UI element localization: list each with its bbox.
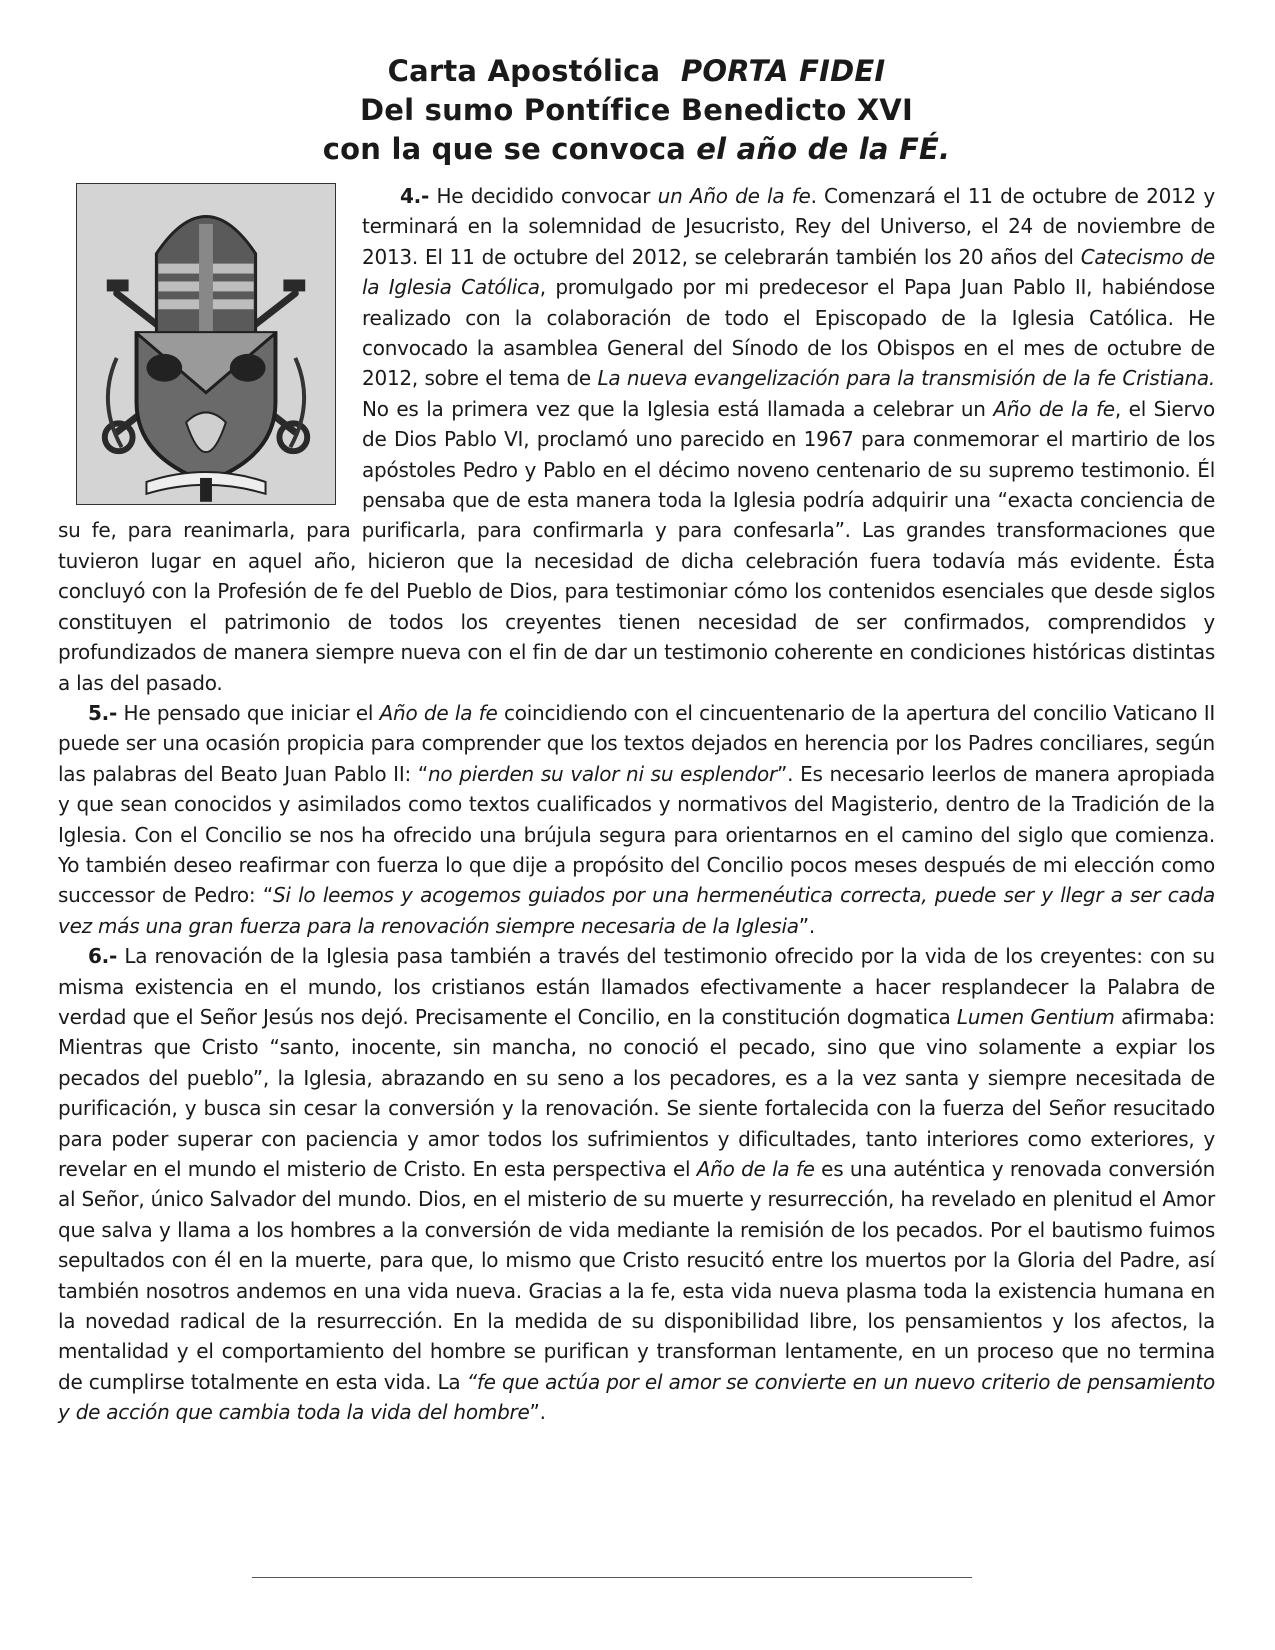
p5-italic-3: Si lo leemos y acogemos guiados por una hermenéutica correcta, puede ser y llegr a ser cada vez más una gran fuerza para la renovación siempre necesaria de la Iglesia [58, 883, 1215, 938]
p4-italic-4: Año de la fe [993, 396, 1115, 421]
papal-crest-icon [77, 184, 335, 504]
title-prefix: Carta Apostólica [387, 54, 661, 88]
paragraph-5 [58, 698, 1215, 941]
title-line-3 [323, 132, 950, 166]
p6-text-3: es una auténtica y renovada conversión al Señor, único Salvador del mundo. Dios, en el misterio de su muerte y resurrección, ha revelado en plenitud el Amor que salva y llama a los hombres a la conversión de vida mediante la remisión de los pecados. Por el bautismo fuimos sepultados con él en la muerte, para que, lo mismo que Cristo resucitó entre los muertos por la Gloria del Padre, así también nosotros andemos en una vida nueva. Gracias a la fe, esta vida nueva plasma toda la existencia humana en la novedad radical de la resurrección. En la medida de su disponibilidad libre, los pensamientos y los afectos, la mentalidad y el comportamiento del hombre se purifican y transforman lentamente, en un proceso que no termina de cumplirse totalmente en esta vida. La [58, 1157, 1216, 1394]
p5-text-3: ”. Es necesario leerlos de manera apropiada y que sean conocidos y asimilados como textos cualificados y normativos del Magisterio, dentro de la Tradición de la Iglesia. Con el Concilio se nos ha ofrecido una brújula segura para orientarnos en el camino del siglo que comienza. Yo también deseo reafirmar con fuerza lo que dije a propósito del Concilio pocos meses después de mi elección como successor de Pedro: “ [58, 761, 1215, 908]
p6-italic-3: “fe que actúa por el amor se convierte en un nuevo criterio de pensamiento y de acción que cambia toda la vida del hombre [58, 1369, 1216, 1425]
title-porta-fidei: PORTA FIDEI [680, 54, 886, 88]
p6-text-4: ”. [529, 1400, 546, 1425]
paragraph-number: 5.- [88, 700, 118, 725]
p5-italic-2: no pierden su valor ni su esplendor [427, 761, 777, 786]
p4-text-2: . Comenzará el 11 de octubre de 2012 y terminará en la solemnidad de Jesucristo, Rey del Universo, el 24 de noviembre de 2013. El 11 de octubre del 2012, se celebrarán también los 20 años del [362, 184, 1215, 269]
p6-text-2: afirmaba: Mientras que Cristo “santo, inocente, sin mancha, no conoció el pecado, sino que vino solamente a expiar los pecados del pueblo”, la Iglesia, abrazando en su seno a los pecadores, es a la vez santa y siempre necesitada de purificación, y busca sin cesar la conversión y la renovación. Se siente fortalecida con la fuerza del Señor resucitado para poder superar con paciencia y amor todos los sufrimientos y dificultades, tanto interiores como exteriores, y revelar en el mundo el misterio de Cristo. En esta perspectiva el [58, 1004, 1215, 1181]
p6-italic-2: Año de la fe [696, 1157, 815, 1181]
p4-italic-2: Catecismo de la Iglesia Católica [362, 244, 1215, 300]
paragraph-6 [58, 941, 1215, 1428]
paragraph-number: 6.- [88, 944, 118, 969]
coat-of-arms-image [76, 183, 336, 505]
p6-italic-1: Lumen Gentium [956, 1004, 1115, 1029]
title-line-1 [388, 54, 886, 88]
document-title [58, 52, 1215, 169]
p5-text-4: ”. [798, 913, 815, 938]
p4-italic-1: un Año de la fe [657, 184, 811, 208]
p4-text-5: , el Siervo de Dios Pablo VI, proclamó uno parecido en 1967 para conmemorar el martirio de los apóstoles Pedro y Pablo en el décimo noveno centenario de su supremo testimonio. Él pensaba que de esta manera toda la Iglesia podría adquirir una “exacta conciencia de su fe, para reanimarla, para purificarla, para confirmarla y para confesarla”. Las grandes transformaciones que tuvieron lugar en aquel año, hicieron que la necesidad de dicha celebración fuera todavía más evidente. Ésta concluyó con la Profesión de fe del Pueblo de Dios, para testimoniar cómo los contenidos esenciales que desde siglos constituyen el patrimonio de todos los creyentes tienen necesidad de ser confirmados, comprendidos y profundizados de manera siempre nueva con el fin de dar un testimonio coherente en condiciones históricas distintas a las del pasado. [58, 396, 1216, 695]
p5-italic-1: Año de la fe [379, 700, 498, 725]
footer-divider [252, 1577, 972, 1578]
article-body [58, 181, 1215, 1428]
p4-text-4: No es la primera vez que la Iglesia está llamada a celebrar un [362, 396, 994, 421]
title-line-2: Del sumo Pontífice Benedicto XVI [360, 93, 913, 127]
title-line-3-emph: el año de la FÉ. [696, 132, 951, 166]
p5-text-2: coincidiendo con el cincuentenario de la apertura del concilio Vaticano II puede ser una ocasión propicia para comprender que los textos dejados en herencia por los Padres conciliares, según las palabras del Beato Juan Pablo II: “ [58, 700, 1215, 786]
p6-text-1: La renovación de la Iglesia pasa también a través del testimonio ofrecido por la vida de los creyentes: con su misma existencia en el mundo, los cristianos están llamados efectivamente a hacer resplandecer la Palabra de verdad que el Señor Jesús nos dejó. Precisamente el Concilio, en la constitución dogmatica [58, 944, 1215, 1029]
title-line-3-text: con la que se convoca [322, 132, 686, 166]
p4-italic-3: La nueva evangelización para la transmisión de la fe Cristiana. [597, 366, 1215, 391]
paragraph-number: 4.- [400, 184, 430, 208]
p4-text-1: He decidido convocar [429, 184, 658, 208]
p5-text-1: He pensado que iniciar el [117, 700, 380, 725]
p4-text-3: , promulgado por mi predecesor el Papa Juan Pablo II, habiéndose realizado con la colaboración de todo el Episcopado de la Iglesia Católica. He convocado la asamblea General del Sínodo de los Obispos en el mes de octubre de 2012, sobre el tema de [362, 275, 1215, 391]
